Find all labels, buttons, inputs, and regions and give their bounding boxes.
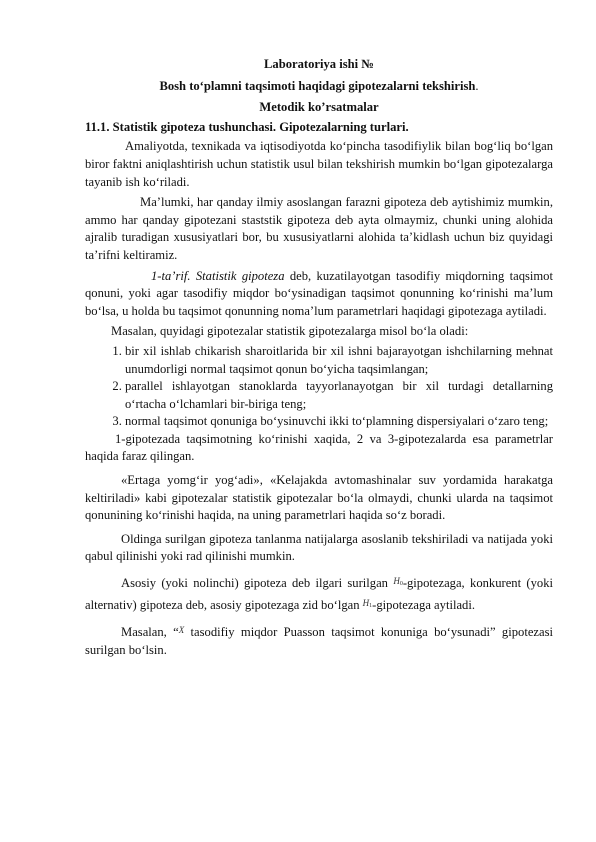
p9-text-a: Masalan, “ (121, 625, 179, 640)
paragraph-2: Ma’lumki, har qanday ilmiy asoslangan farazni gipoteza deb aytishimiz mumkin, ammo har qanday gipotezani staststik gipoteza deb ayta olmaymiz, chunki uning alohida ajralib turadigan xususiyatlari bor, bu xususiyatlarni alohida ta’kidlash uchun biz quyidagi ta’rifni keltiramiz. (85, 195, 553, 262)
paragraph-examples-intro: Masalan, quyidagi gipotezalar statistik gipotezalarga misol bo‘la oladi: (111, 324, 469, 339)
sub-one: 1 (369, 603, 373, 610)
document-content (85, 56, 553, 659)
p8-text-a: Asosiy (yoki nolinchi) gipoteza deb ilgari surilgan (121, 576, 394, 591)
h1-symbol (363, 598, 373, 608)
lab-title: Laboratoriya ishi № (264, 57, 374, 71)
paragraph-6: «Ertaga yomg‘ir yog‘adi», «Kelajakda avtomashinalar suv yordamida harakatga keltiriladi» kabi gipotezalar statistik gipotezalar bo‘la olmaydi, chunki ularda na taqsimot qonunining ko‘rinishi haqida, na uning parametrlari haqida so‘z boradi. (85, 473, 553, 523)
paragraph-1: Amaliyotda, texnikada va iqtisodiyotda ko‘pincha tasodifiylik bilan bog‘liq bo‘lgan biror faktni aniqlashtirish uchun statistik usul bilan tekshirish mumkin bo‘lgan gipotezalarga tayanib ish ko‘riladi. (85, 139, 553, 189)
paragraph-5: 1-gipotezada taqsimotning ko‘rinishi xaqida, 2 va 3-gipotezalarda esa parametrlar haqida faraz qilingan. (85, 431, 553, 464)
x-symbol: X (178, 625, 185, 636)
h-letter: H (362, 598, 370, 609)
list-item: 2. parallel ishlayotgan stanoklarda tayyorlanayotgan bir xil turdagi detallarning o‘rtacha o‘lchamlari bir-biriga teng; (125, 378, 553, 413)
list-item: 1. bir xil ishlab chikarish sharoitlarida bir xil ishni bajarayotgan ishchilarning mehnat unumdorligi normal taqsimot qonun bo‘yicha taqsimlangan; (125, 343, 553, 378)
definition-text: deb, kuzatilayotgan tasodifiy miqdorning taqsimot qonuni, yoki agar tasodifiy miqdor bo‘ysinadigan taqsimot qonunning ko‘rinishi ma’lum bo‘lsa, u holda bu taqsimot qonunning noma’lum parametrlari haqidagi gipotezaga aytiladi. (85, 268, 553, 318)
paragraph-8 (85, 572, 553, 616)
topic-text: Bosh to‘plamni taqsimoti haqidagi gipotezalarni tekshirish (159, 78, 476, 93)
list-item: 3. normal taqsimot qonuniga bo‘ysinuvchi ikki to‘plamning dispersiyalari o‘zaro teng; (125, 413, 553, 431)
topic-title (85, 78, 553, 96)
topic-dot: . (475, 78, 479, 93)
hypothesis-list (85, 343, 553, 431)
paragraph-9 (85, 622, 553, 659)
definition-term: 1-ta’rif. Statistik gipoteza (151, 268, 285, 283)
h-letter: H (393, 576, 400, 587)
h0-symbol (393, 576, 403, 586)
section-heading: 11.1. Statistik gipoteza tushunchasi. Gipotezalarning turlari. (85, 119, 409, 134)
p9-text-b: tasodifiy miqdor Puasson taqsimot konuniga bo‘ysunadi” gipotezasi surilgan bo‘lsin. (85, 625, 553, 657)
sub-zero: 0 (399, 581, 403, 588)
p8-text-b: -gipotezaga, konkurent (yoki alternativ) gipoteza deb, asosiy gipotezaga zid bo‘lgan (85, 576, 553, 613)
paragraph-7: Oldinga surilgan gipoteza tanlanma natijalarga asoslanib tekshiriladi va natijada yoki qabul qilinishi yoki rad qilinishi mumkin. (85, 531, 553, 564)
guide-title: Metodik ko’rsatmalar (259, 100, 379, 115)
paragraph-definition (85, 268, 553, 321)
p8-text-c: -gipotezaga aytiladi. (372, 598, 475, 613)
